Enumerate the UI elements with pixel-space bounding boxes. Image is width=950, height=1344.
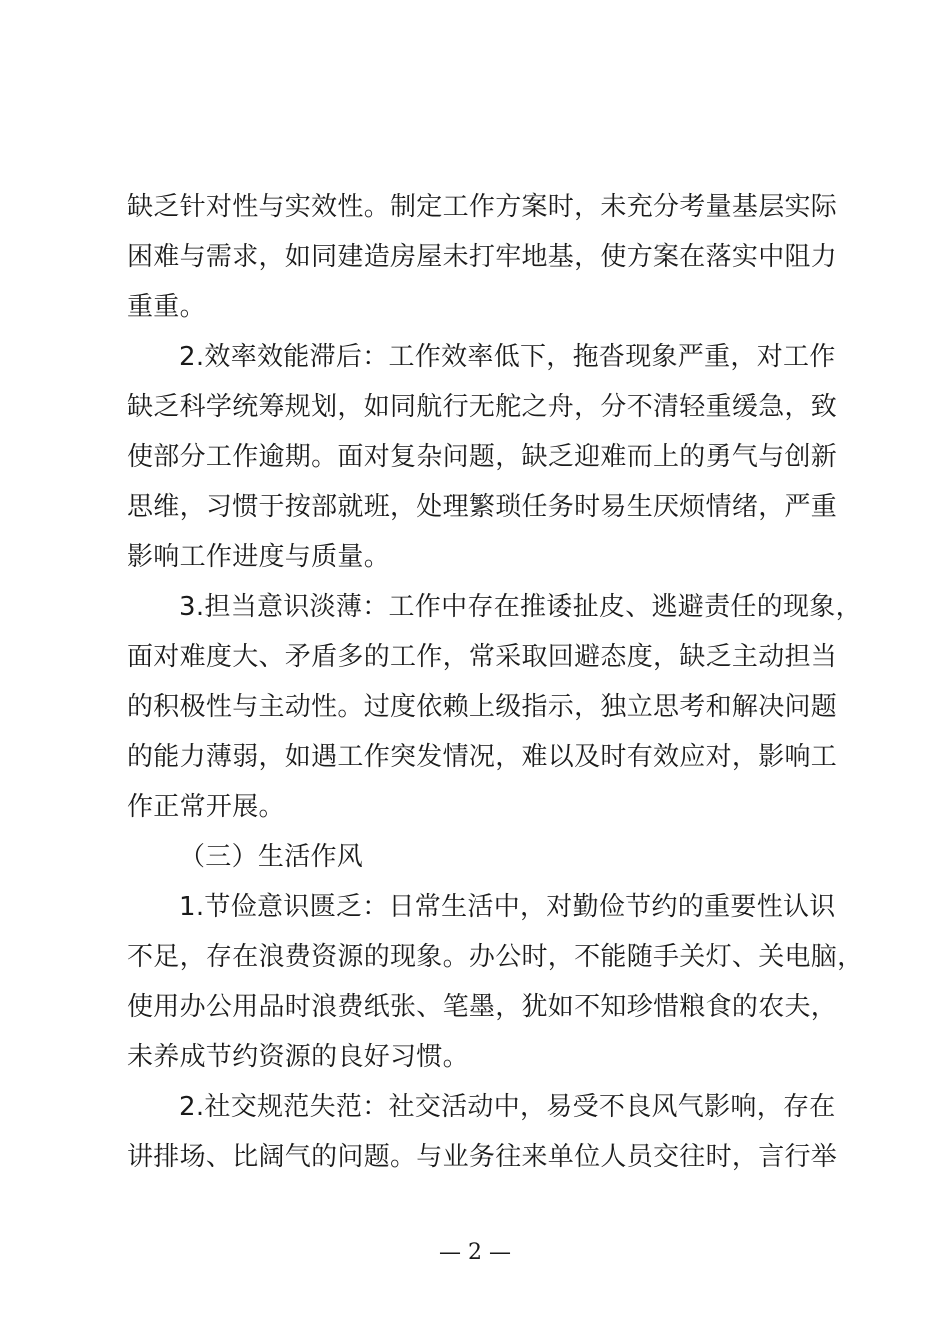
paragraph-efficiency-start: 2.效率效能滞后：工作效率低下，拖沓现象严重，对工作 xyxy=(179,342,836,372)
text-line-13: 作正常开展。 xyxy=(127,792,285,822)
text-line-8: 影响工作进度与质量。 xyxy=(127,542,391,572)
paragraph-social-start: 2.社交规范失范：社交活动中，易受不良风气影响，存在 xyxy=(179,1092,836,1122)
text-line-20: 讲排场、比阔气的问题。与业务往来单位人员交往时，言行举 xyxy=(127,1142,838,1172)
text-line-2: 困难与需求，如同建造房屋未打牢地基，使方案在落实中阻力 xyxy=(127,242,838,272)
text-line-17: 使用办公用品时浪费纸张、笔墨，犹如不知珍惜粮食的农夫， xyxy=(127,992,838,1022)
text-line-6: 使部分工作逾期。面对复杂问题，缺乏迎难而上的勇气与创新 xyxy=(127,442,838,472)
text-line-18: 未养成节约资源的良好习惯。 xyxy=(127,1042,469,1072)
text-line-10: 面对难度大、矛盾多的工作，常采取回避态度，缺乏主动担当 xyxy=(127,642,838,672)
text-line-7: 思维，习惯于按部就班，处理繁琐任务时易生厌烦情绪，严重 xyxy=(127,492,838,522)
paragraph-frugality-start: 1.节俭意识匮乏：日常生活中，对勤俭节约的重要性认识 xyxy=(179,892,836,922)
text-line-3: 重重。 xyxy=(127,292,206,322)
document-body xyxy=(127,182,864,1182)
text-line-12: 的能力薄弱，如遇工作突发情况，难以及时有效应对，影响工 xyxy=(127,742,838,772)
paragraph-responsibility-start: 3.担当意识淡薄：工作中存在推诿扯皮、逃避责任的现象， xyxy=(179,592,862,622)
page-number: — 2 — xyxy=(439,1240,511,1265)
text-line-5: 缺乏科学统筹规划，如同航行无舵之舟，分不清轻重缓急，致 xyxy=(127,392,838,422)
text-line-16: 不足，存在浪费资源的现象。办公时，不能随手关灯、关电脑， xyxy=(127,942,864,972)
text-line-1: 缺乏针对性与实效性。制定工作方案时，未充分考量基层实际 xyxy=(127,192,838,222)
section-heading-life-style: （三）生活作风 xyxy=(179,842,364,872)
text-line-11: 的积极性与主动性。过度依赖上级指示，独立思考和解决问题 xyxy=(127,692,838,722)
